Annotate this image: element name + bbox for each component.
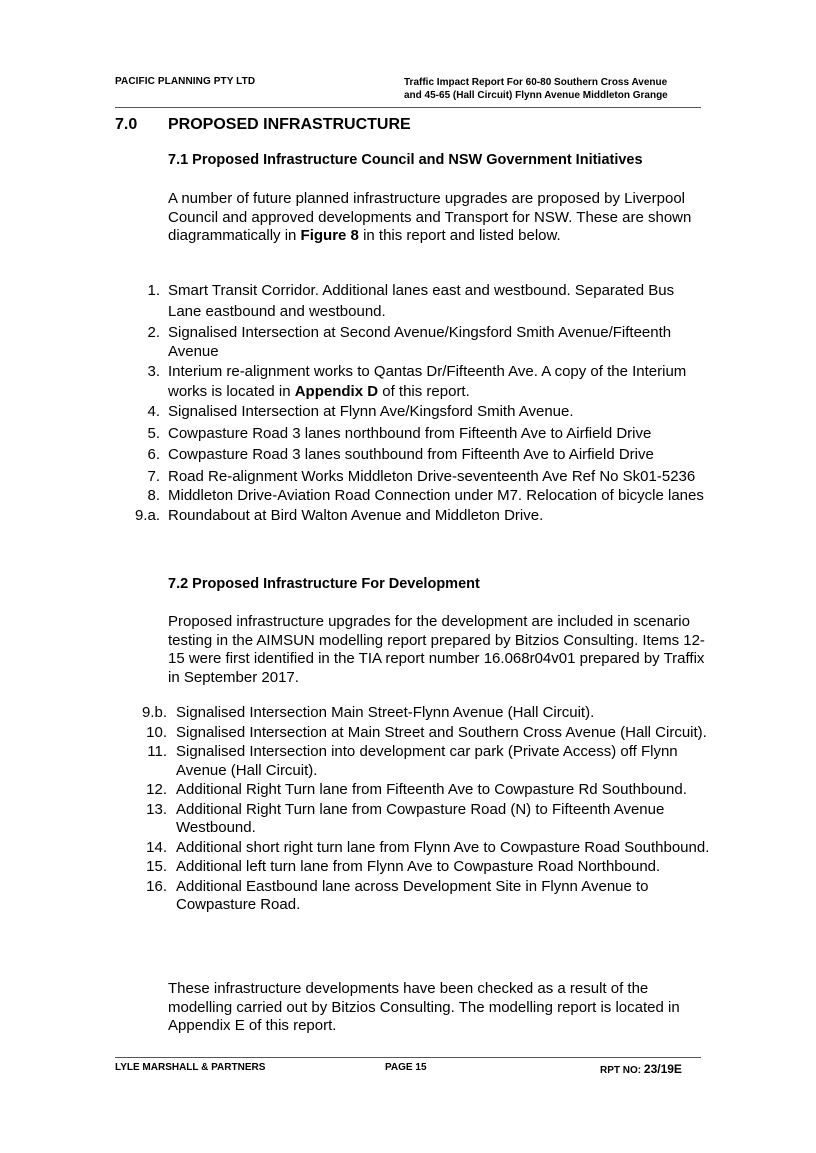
list-text: Additional left turn lane from Flynn Ave to Cowpasture Road Northbound. xyxy=(176,858,661,875)
list-number: 4. xyxy=(147,403,160,420)
list-item xyxy=(110,704,710,723)
page-header xyxy=(115,76,701,106)
list-text: Additional Right Turn lane from Fifteenth Ave to Cowpasture Rd Southbound. xyxy=(176,781,687,798)
list-number: 1. xyxy=(147,282,160,299)
section-title: PROPOSED INFRASTRUCTURE xyxy=(168,116,411,133)
appendix-ref: Appendix D xyxy=(294,383,379,400)
footer-rule xyxy=(115,1057,701,1058)
list-text: Road Re-alignment Works Middleton Drive-seventeenth Ave Ref No Sk01-5236 xyxy=(168,467,696,485)
report-number-value: 23/19E xyxy=(643,1062,682,1076)
list-number: 9.b. xyxy=(141,704,167,721)
list-number: 9.a. xyxy=(134,506,160,524)
list-text: Additional Eastbound lane across Development Site in Flynn Avenue to Cowpasture Road. xyxy=(176,877,649,913)
council-initiatives-list xyxy=(110,280,710,526)
list-item xyxy=(110,403,710,422)
list-text: Cowpasture Road 3 lanes southbound from Fifteenth Ave to Airfield Drive xyxy=(168,446,654,463)
list-item xyxy=(110,858,710,877)
closing-paragraph: These infrastructure developments have been checked as a result of the modelling carried out by Bitzios Consulting. The modelling report is located in Appendix E of this report. xyxy=(168,980,680,1034)
list-number: 7. xyxy=(147,467,160,485)
list-number: 15. xyxy=(146,858,167,875)
list-item xyxy=(110,425,710,444)
list-text: Cowpasture Road 3 lanes northbound from Fifteenth Ave to Airfield Drive xyxy=(168,424,652,442)
list-item xyxy=(110,507,710,526)
list-item xyxy=(110,781,710,800)
list-number: 8. xyxy=(147,487,160,504)
list-text: Additional short right turn lane from Flynn Ave to Cowpasture Road Southbound. xyxy=(176,838,710,856)
list-text-part: Interium re-alignment works to Qantas Dr/Fifteenth Ave. A copy of the Interium works is located in xyxy=(168,363,687,400)
subsection-7-1-title: 7.1 Proposed Infrastructure Council and NSW Government Initiatives xyxy=(168,152,643,168)
subsection-7-1-intro xyxy=(168,190,708,246)
intro-text-end: in this report and listed below. xyxy=(358,227,561,244)
list-number: 14. xyxy=(146,838,167,856)
subsection-7-2-title: 7.2 Proposed Infrastructure For Development xyxy=(168,576,480,592)
page-number: PAGE 15 xyxy=(385,1062,427,1073)
list-number: 11. xyxy=(147,743,167,760)
list-item xyxy=(110,878,710,915)
development-infrastructure-list xyxy=(110,704,710,916)
header-report-title xyxy=(404,76,668,102)
list-number: 10. xyxy=(146,723,167,741)
list-number: 6. xyxy=(147,446,160,463)
header-report-line-2: and 45-65 (Hall Circuit) Flynn Avenue Middleton Grange xyxy=(404,90,668,101)
header-company: PACIFIC PLANNING PTY LTD xyxy=(115,76,256,87)
header-rule xyxy=(115,107,701,108)
report-number-label: RPT NO: xyxy=(600,1065,644,1076)
footer-company: LYLE MARSHALL & PARTNERS xyxy=(115,1062,266,1073)
list-item xyxy=(110,468,710,487)
list-item xyxy=(110,743,710,780)
list-text xyxy=(168,362,710,402)
list-number: 5. xyxy=(147,424,160,442)
list-number: 2. xyxy=(147,324,160,341)
list-item xyxy=(110,324,710,361)
list-item xyxy=(110,487,710,506)
list-text: Roundabout at Bird Walton Avenue and Middleton Drive. xyxy=(168,506,544,524)
list-text: Signalised Intersection at Main Street and Southern Cross Avenue (Hall Circuit). xyxy=(176,723,707,741)
list-text: Middleton Drive-Aviation Road Connection under M7. Relocation of bicycle lanes xyxy=(168,487,704,504)
figure-ref: Figure 8 xyxy=(300,227,359,244)
list-item xyxy=(110,446,710,465)
report-number xyxy=(600,1062,682,1076)
list-item xyxy=(110,362,710,402)
list-text: Signalised Intersection at Second Avenue/Kingsford Smith Avenue/Fifteenth Avenue xyxy=(168,324,672,360)
list-text-part: of this report. xyxy=(378,383,470,400)
list-item xyxy=(110,801,710,838)
section-number: 7.0 xyxy=(115,116,138,133)
list-text: Signalised Intersection Main Street-Flynn Avenue (Hall Circuit). xyxy=(176,704,595,721)
list-text: Signalised Intersection into development car park (Private Access) off Flynn Avenue (Hall Circuit). xyxy=(176,743,678,779)
list-item xyxy=(110,280,710,322)
header-report-line-1: Traffic Impact Report For 60-80 Southern Cross Avenue xyxy=(404,77,668,88)
list-number: 3. xyxy=(147,363,160,380)
list-number: 16. xyxy=(146,877,167,895)
intro-text: A number of future planned infrastructure upgrades are proposed by Liverpool Council and approved developments and Transport for NSW. These are shown diagrammatically in xyxy=(168,190,692,244)
subsection-7-2-intro: Proposed infrastructure upgrades for the development are included in scenario testing in the AIMSUN modelling report prepared by Bitzios Consulting. Items 12-15 were first identified in the TIA report number 16.068r04v01 prepared by Traffix in September 2017. xyxy=(168,613,705,686)
list-text: Smart Transit Corridor. Additional lanes east and westbound. Separated Bus Lane eastbound and westbound. xyxy=(168,282,675,320)
list-number: 12. xyxy=(146,781,167,798)
list-item xyxy=(110,724,710,743)
list-item xyxy=(110,839,710,858)
list-number: 13. xyxy=(146,800,167,818)
list-text: Signalised Intersection at Flynn Ave/Kingsford Smith Avenue. xyxy=(168,403,574,420)
list-text: Additional Right Turn lane from Cowpasture Road (N) to Fifteenth Avenue Westbound. xyxy=(176,800,665,836)
